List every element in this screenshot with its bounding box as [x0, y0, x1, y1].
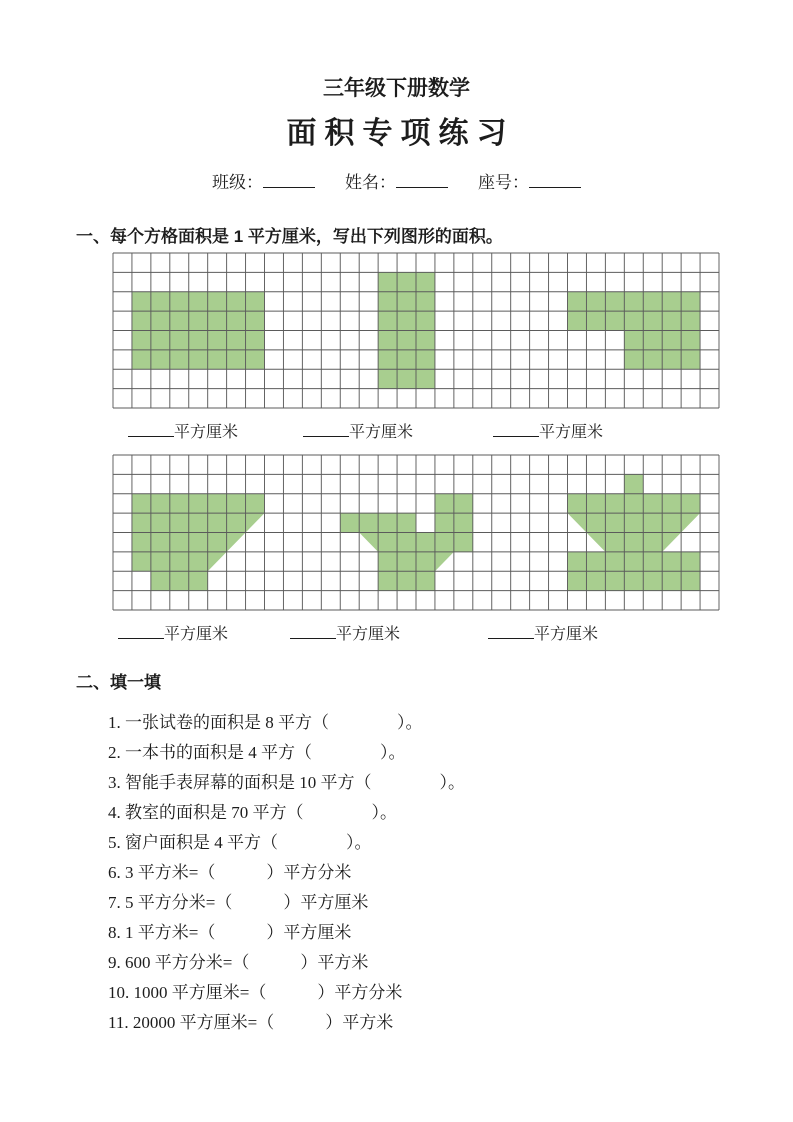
doc-title: 三年级下册数学 [323, 77, 470, 100]
answer-label [290, 621, 400, 644]
answer-blank [303, 434, 349, 437]
grid-canvas-1 [113, 253, 719, 408]
grid-figure-1 [113, 253, 719, 408]
fill-item-6: 6. 3 平方米=（ ）平方分米 [108, 863, 352, 882]
shaded-shape-flag-with-diagonal [132, 494, 265, 591]
unit-text: 平方厘米 [539, 424, 604, 441]
unit-text: 平方厘米 [336, 626, 401, 643]
fill-item-10: 10. 1000 平方厘米=（ ）平方分米 [108, 983, 403, 1002]
unit-text: 平方厘米 [534, 626, 599, 643]
fill-in-list [108, 708, 708, 1038]
answer-blank [128, 434, 174, 437]
unit-text: 平方厘米 [174, 424, 239, 441]
field-name-label: 姓名： [345, 173, 396, 192]
fill-item-8: 8. 1 平方米=（ ）平方厘米 [108, 923, 352, 942]
unit-text: 平方厘米 [164, 626, 229, 643]
answer-label [488, 621, 598, 644]
fill-item-4: 4. 教室的面积是 70 平方（ ）。 [108, 803, 397, 822]
field-class [212, 168, 315, 193]
doc-subtitle: 面积专项练习 [286, 117, 515, 150]
fill-item-7: 7. 5 平方分米=（ ）平方厘米 [108, 893, 369, 912]
fill-item-11: 11. 20000 平方厘米=（ ）平方米 [108, 1013, 394, 1032]
answer-label [128, 419, 238, 442]
field-seat [478, 168, 581, 193]
fill-item-1: 1. 一张试卷的面积是 8 平方（ ）。 [108, 713, 423, 732]
answer-row-1 [113, 419, 719, 445]
grid-canvas-2 [113, 455, 719, 610]
field-class-label: 班级： [212, 173, 263, 192]
answer-row-2 [113, 621, 719, 647]
answer-blank [290, 636, 336, 639]
field-seat-label: 座号： [478, 173, 529, 192]
field-name [345, 168, 448, 193]
answer-blank [118, 636, 164, 639]
section1-heading: 一、每个方格面积是 1 平方厘米，写出下列图形的面积。 [76, 227, 503, 246]
student-info-row [0, 168, 793, 193]
answer-label [493, 419, 603, 442]
fill-item-2: 2. 一本书的面积是 4 平方（ ）。 [108, 743, 406, 762]
answer-blank [488, 636, 534, 639]
section2-heading: 二、填一填 [76, 673, 161, 692]
fill-item-9: 9. 600 平方分米=（ ）平方米 [108, 953, 369, 972]
field-seat-blank [529, 185, 581, 188]
answer-label [118, 621, 228, 644]
field-class-blank [263, 185, 315, 188]
grid-figure-2 [113, 455, 719, 610]
unit-text: 平方厘米 [349, 424, 414, 441]
fill-item-5: 5. 窗户面积是 4 平方（ ）。 [108, 833, 372, 852]
answer-blank [493, 434, 539, 437]
answer-label [303, 419, 413, 442]
shaded-shape-irregular-with-diagonals [340, 494, 473, 591]
field-name-blank [396, 185, 448, 188]
fill-item-3: 3. 智能手表屏幕的面积是 10 平方（ ）。 [108, 773, 465, 792]
